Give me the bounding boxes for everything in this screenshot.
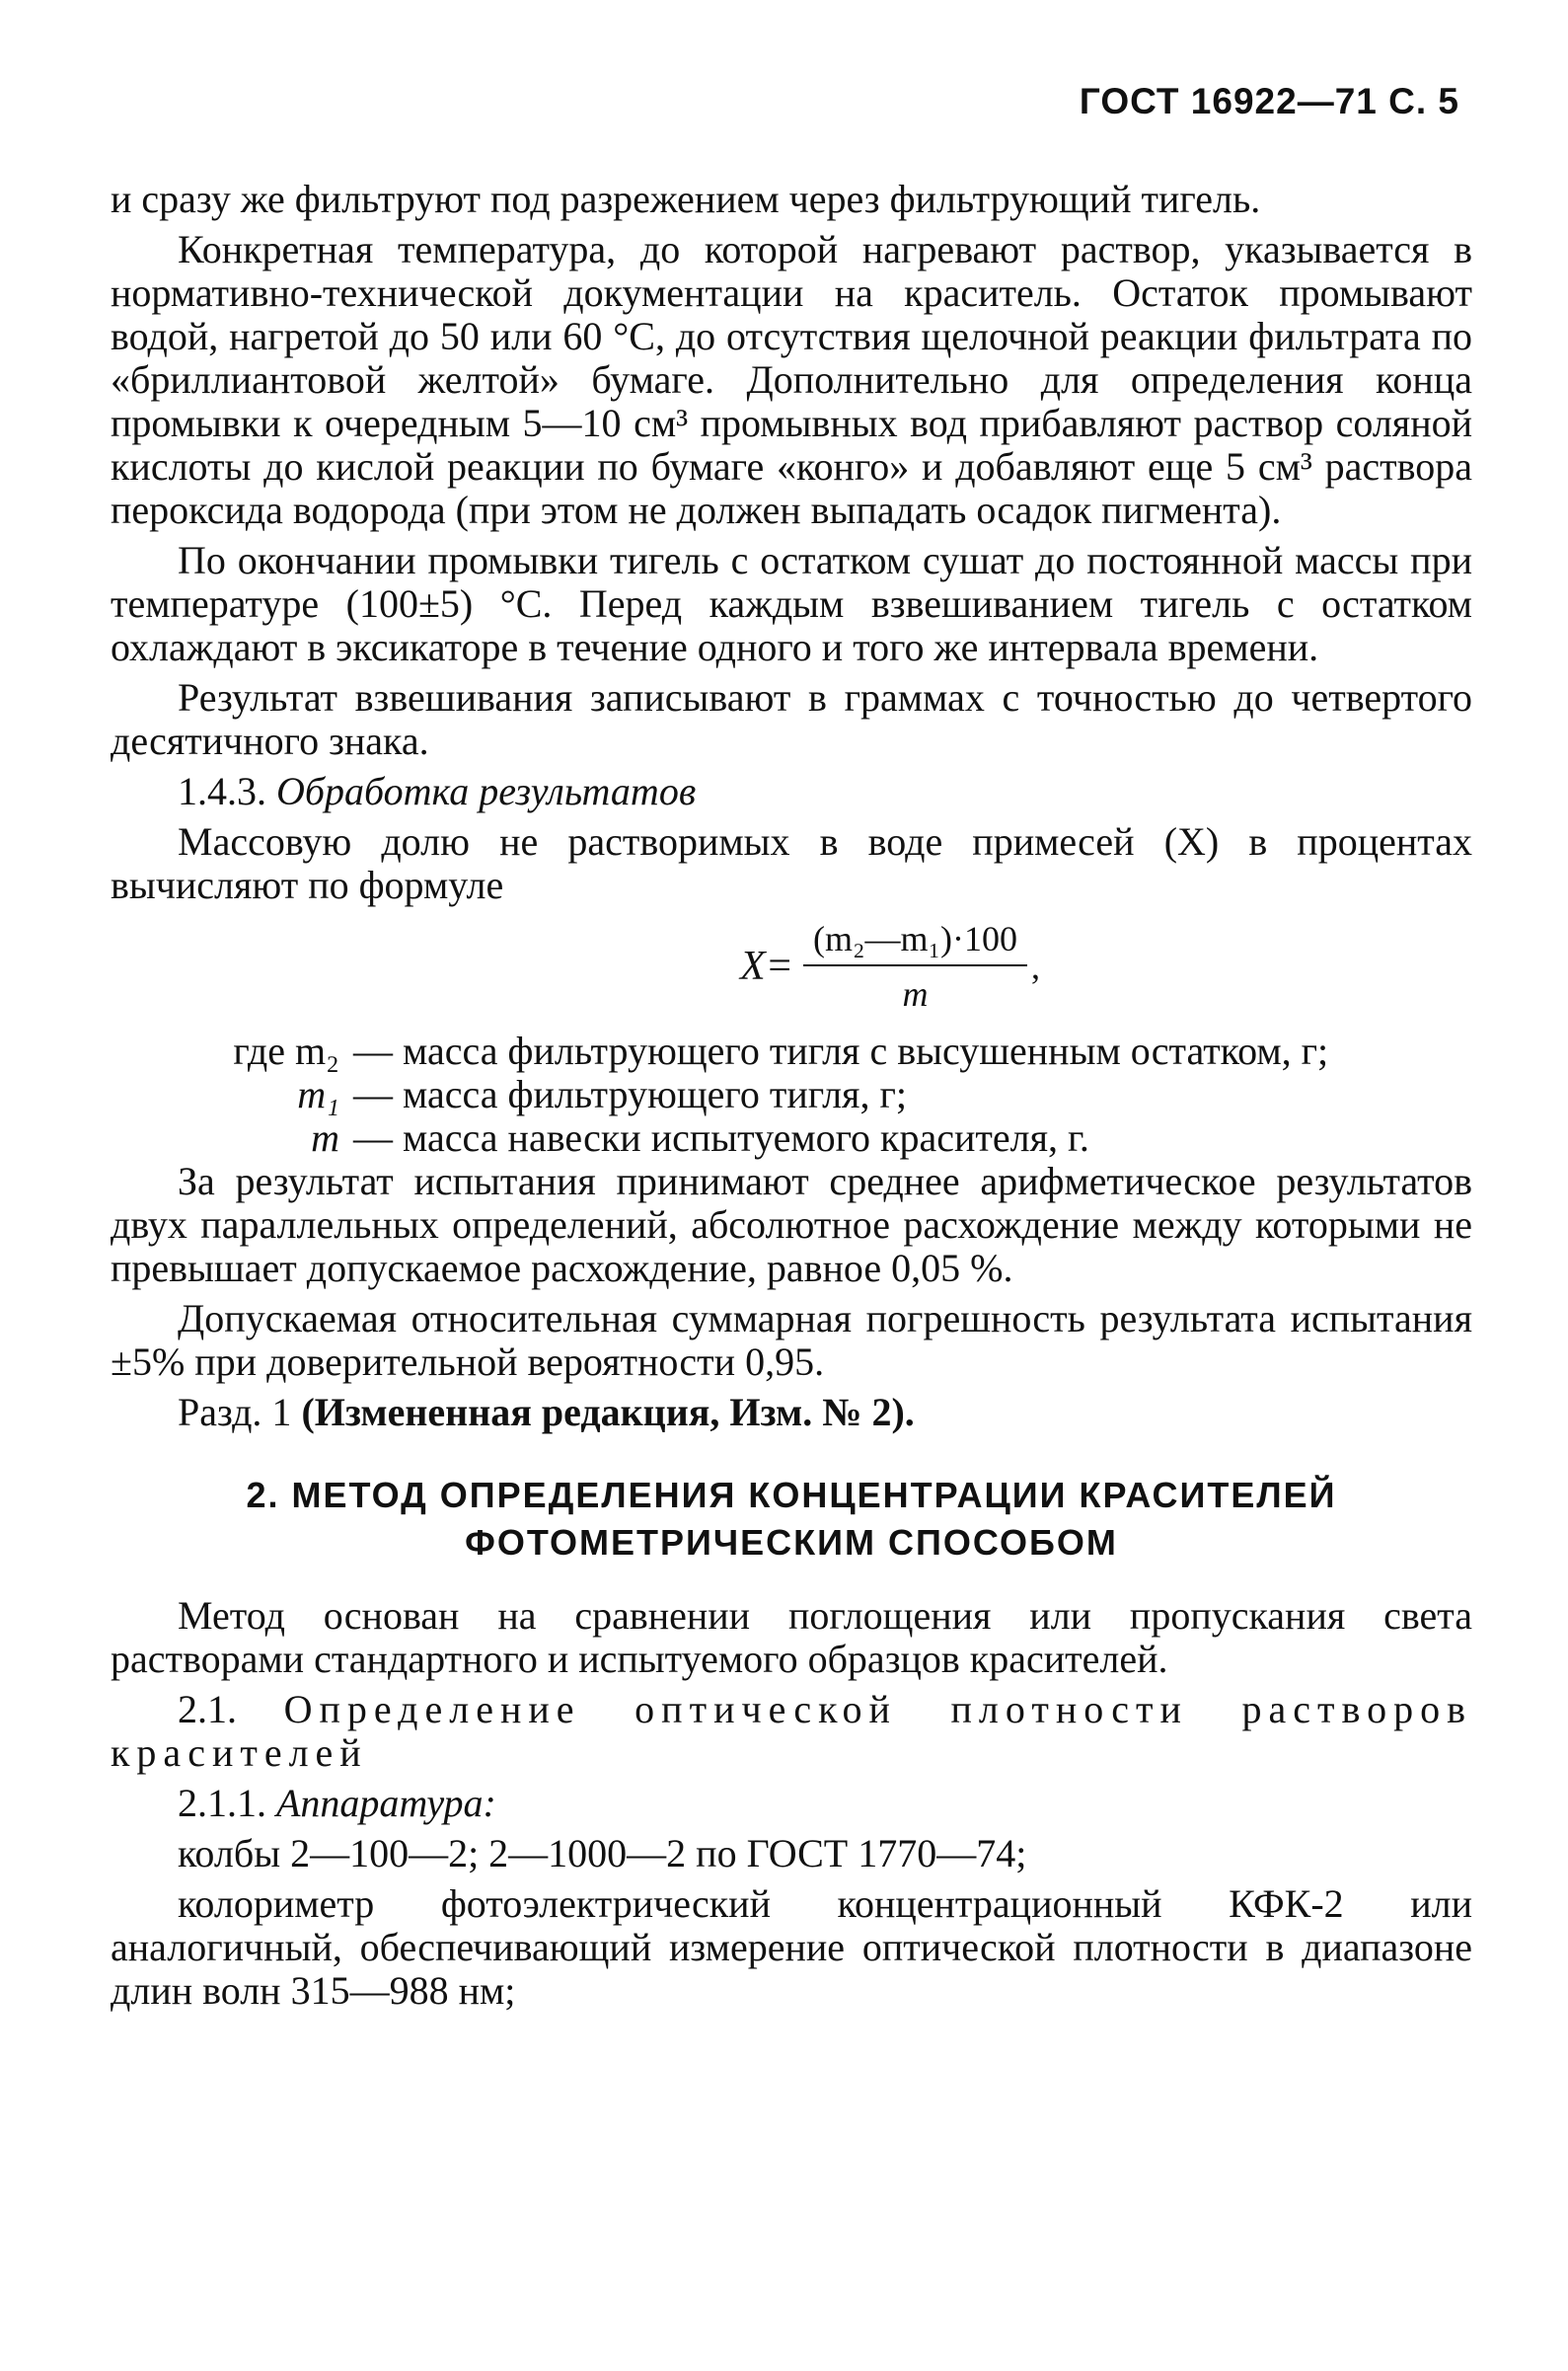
formula-lhs: X= [739, 944, 793, 989]
section-title: Определение оптической плотности растворов красителей [111, 1687, 1473, 1775]
subsection-2-1 [111, 1688, 1472, 1775]
section-number: 2.1.1. [178, 1781, 266, 1825]
definition-row [111, 1030, 1472, 1073]
definition-text: — масса фильтрующего тигля, г; [353, 1072, 907, 1116]
amendment-prefix: Разд. 1 [178, 1390, 292, 1434]
paragraph: и сразу же фильтруют под разрежением через фильтрующий тигель. [111, 177, 1261, 221]
paragraph: Метод основан на сравнении поглощения или пропускания света растворами стандартного и испытуемого образцов красителей. [111, 1593, 1472, 1681]
section-title: Обработка результатов [276, 769, 697, 813]
running-header: ГОСТ 16922—71 С. 5 [1079, 81, 1459, 121]
definition-symbol: m [311, 1115, 339, 1160]
definition-text: — масса фильтрующего тигля с высушенным остатком, г; [353, 1029, 1329, 1073]
document-body [111, 178, 1472, 2020]
definition-symbol: где m₂ [233, 1029, 339, 1073]
definition-row [111, 1116, 1472, 1160]
paragraph: Массовую долю не растворимых в воде примесей (X) в процентах вычисляют по формуле [111, 819, 1472, 907]
definition-text: — масса навески испытуемого красителя, г. [353, 1115, 1089, 1160]
formula-trail: , [1031, 947, 1041, 986]
heading-line: ФОТОМЕТРИЧЕСКИМ СПОСОБОМ [465, 1522, 1118, 1563]
list-item: колориметр фотоэлектрический концентрационный КФК-2 или аналогичный, обеспечивающий измерение оптической плотности в диапазоне длин волн 315—988 нм; [111, 1881, 1472, 2013]
section-2-heading [111, 1472, 1472, 1567]
heading-line: 2. МЕТОД ОПРЕДЕЛЕНИЯ КОНЦЕНТРАЦИИ КРАСИТЕЛЕЙ [246, 1475, 1337, 1515]
amendment-text: (Измененная редакция, Изм. № 2). [301, 1390, 915, 1434]
formula [111, 917, 1472, 1016]
section-number: 2.1. [178, 1687, 237, 1731]
paragraph: Результат взвешивания записывают в граммах с точностью до четвертого десятичного знака. [111, 675, 1472, 763]
definition-row [111, 1073, 1472, 1116]
paragraph: Допускаемая относительная суммарная погрешность результата испытания ±5% при доверительной вероятности 0,95. [111, 1296, 1472, 1384]
subsection-1-4-3 [111, 770, 1472, 813]
subsection-2-1-1 [111, 1782, 1472, 1825]
variable-definitions [111, 1030, 1472, 1160]
paragraph: По окончании промывки тигель с остатком сушат до постоянной массы при температуре (100±5) °С. Перед каждым взвешиванием тигель с остатком охлаждают в эксикаторе в течение одного и того же интервала времени. [111, 538, 1472, 669]
formula-denominator: m [902, 974, 929, 1014]
paragraph: За результат испытания принимают среднее арифметическое результатов двух параллельных определений, абсолютное расхождение между которыми не превышает допускаемое расхождение, равное 0,05 %. [111, 1159, 1472, 1290]
section-title: Аппаратура: [276, 1781, 496, 1825]
list-item: колбы 2—100—2; 2—1000—2 по ГОСТ 1770—74; [178, 1831, 1027, 1875]
amendment-note [111, 1391, 1472, 1434]
formula-fraction [803, 917, 1027, 1016]
section-number: 1.4.3. [178, 769, 266, 813]
formula-numerator: (m₂—m₁)·100 [803, 917, 1027, 966]
paragraph: Конкретная температура, до которой нагревают раствор, указывается в нормативно-технической документации на краситель. Остаток промывают водой, нагретой до 50 или 60 °С, до отсутствия щелочной реакции фильтрата по «бриллиантовой желтой» бумаге. Дополнительно для определения конца промывки к очередным 5—10 см³ промывных вод прибавляют раствор соляной кислоты до кислой реакции по бумаге «конго» и добавляют еще 5 см³ раствора пероксида водорода (при этом не должен выпадать осадок пигмента). [111, 227, 1472, 532]
definition-symbol: m₁ [297, 1072, 339, 1116]
